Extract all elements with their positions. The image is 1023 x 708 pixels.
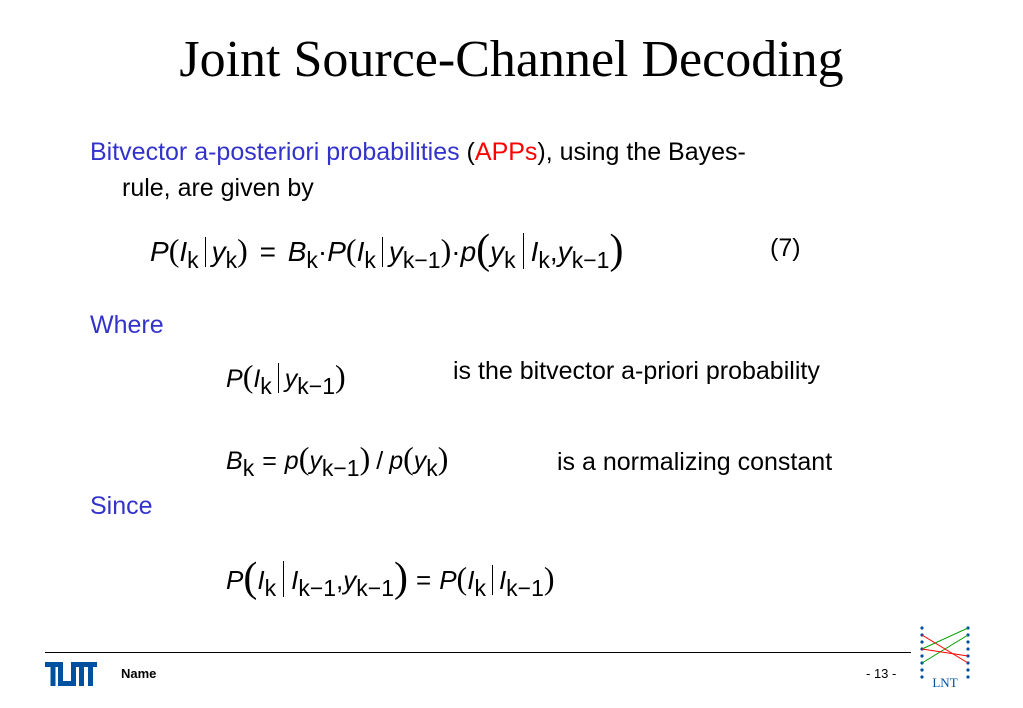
slide-title: Joint Source-Channel Decoding	[179, 31, 844, 88]
normalizing-description: is a normalizing constant	[557, 448, 833, 476]
lnt-logo	[915, 625, 975, 694]
apriori-term: $P(I_k$ $y_{k-1}$)	[226, 358, 346, 399]
intro-paragraph	[90, 134, 930, 206]
intro-blue-text: Bitvector a-posteriori probabilities	[90, 138, 460, 166]
normalizing-term: $B_k = p(y_{k-1}) / p(y_k)$	[226, 440, 449, 481]
intro-open-paren: (	[459, 138, 475, 166]
page-number: - 13 -	[866, 666, 897, 681]
since-label: Since	[90, 492, 153, 520]
apriori-description: is the bitvector a-priori probability	[453, 357, 820, 385]
svg-text:LNT: LNT	[932, 675, 958, 689]
since-equation: $P(I_k$ $I_{k-1},y_{k-1}) = P(I_k$ $I_{k-1}$)	[226, 555, 555, 601]
intro-line2: rule, are given by	[122, 174, 314, 202]
equation-7: $P(I_k$ $y_k) = B_k\cdot P(I_k$ $y_{k-1})\cdot p(y_k$ $I_k,y_{k-1}$)	[150, 227, 624, 273]
where-label: Where	[90, 311, 164, 339]
footer-name: Name	[121, 666, 157, 681]
tum-logo	[45, 662, 97, 691]
intro-apps: APPs	[474, 138, 538, 166]
intro-rest-line1: ), using the Bayes-	[537, 138, 746, 166]
equation-number: (7)	[770, 234, 801, 262]
footer-divider	[45, 652, 911, 653]
